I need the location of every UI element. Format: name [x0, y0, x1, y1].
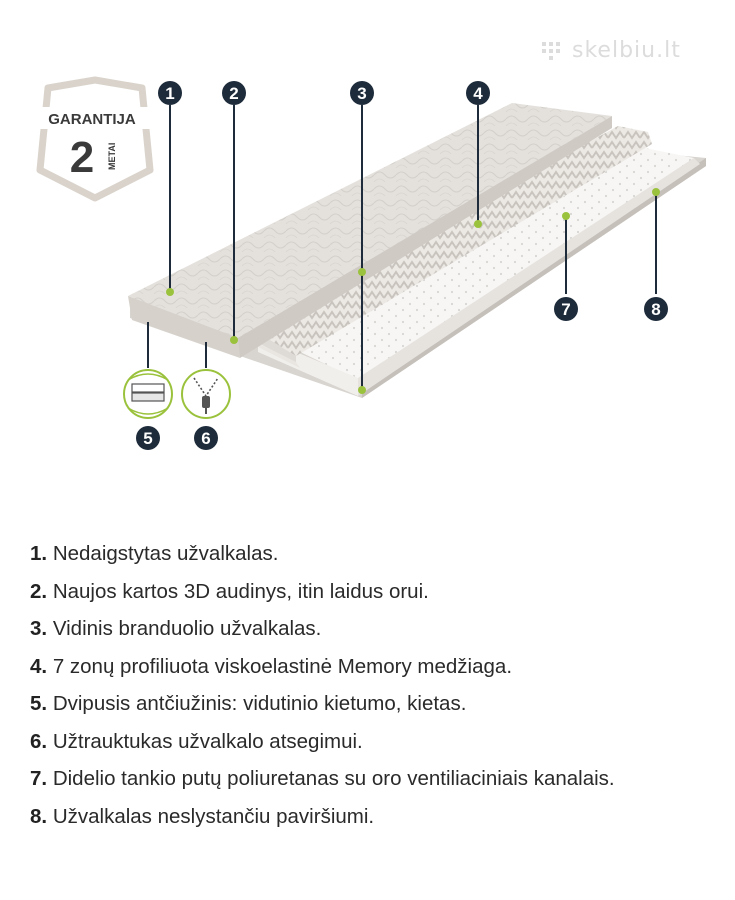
- marker-1: [158, 81, 182, 105]
- svg-text:5: 5: [143, 429, 153, 448]
- marker-5: [136, 426, 160, 450]
- double-sided-icon: [124, 370, 172, 418]
- marker-7: [554, 297, 578, 321]
- watermark-text: skelbiu.lt: [572, 38, 681, 63]
- feature-list: [30, 535, 720, 835]
- svg-text:7: 7: [561, 300, 571, 319]
- warranty-title: GARANTIJA: [48, 111, 136, 128]
- marker-6: [194, 426, 218, 450]
- svg-text:8: 8: [651, 300, 661, 319]
- marker-3: [350, 81, 374, 105]
- feature-item-3: 3. Vidinis branduolio užvalkalas.: [30, 617, 322, 640]
- warranty-badge: [30, 80, 160, 198]
- marker-2: [222, 81, 246, 105]
- feature-item-8: 8. Užvalkalas neslystančiu paviršiumi.: [30, 804, 375, 828]
- marker-8: [644, 297, 668, 321]
- feature-item-7: 7. Didelio tankio putų poliuretanas su oro ventiliaciniais kanalais.: [30, 767, 615, 790]
- marker-4: [466, 81, 490, 105]
- feature-item-4: 4. 7 zonų profiliuota viskoelastinė Memory medžiaga.: [30, 654, 513, 678]
- feature-item-5: 5. Dvipusis antčiužinis: vidutinio kietumo, kietas.: [30, 692, 467, 715]
- mattress-illustration: [128, 103, 706, 398]
- zipper-icon: [182, 370, 230, 418]
- svg-text:1: 1: [165, 84, 175, 103]
- warranty-unit: METAI: [107, 142, 117, 170]
- warranty-years: 2: [69, 133, 95, 182]
- feature-item-2: 2. Naujos kartos 3D audinys, itin laidus orui.: [30, 579, 429, 603]
- svg-text:6: 6: [201, 429, 211, 448]
- svg-text:4: 4: [473, 84, 483, 103]
- svg-text:3: 3: [357, 84, 367, 103]
- svg-text:2: 2: [229, 84, 239, 103]
- feature-item-1: 1. Nedaigstytas užvalkalas.: [30, 542, 279, 565]
- feature-item-6: 6. Užtrauktukas užvalkalo atsegimui.: [30, 729, 363, 753]
